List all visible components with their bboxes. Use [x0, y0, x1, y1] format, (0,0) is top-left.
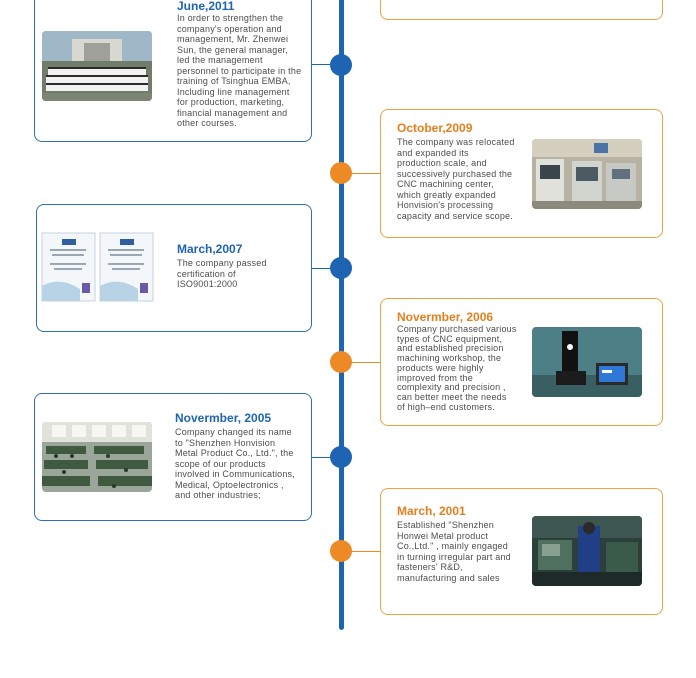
timeline-card-2006: [380, 298, 663, 426]
event-description: The company passed certification of ISO9001:2000: [177, 258, 267, 289]
timeline-dot: [330, 446, 352, 468]
timeline-dot: [330, 351, 352, 373]
timeline-card-partial: [380, 0, 663, 20]
event-description: In order to strengthen the company's operation and management, Mr. Zhenwei Sun, the general manager, led the management personnel to participate in the training of Tsinghua EMBA, Including line management for production, marketing, financial management and other courses.: [177, 13, 302, 128]
timeline-card-2001: [380, 488, 663, 615]
timeline-card-2005: [34, 393, 312, 521]
timeline-dot: [330, 540, 352, 562]
group-photo-icon: [42, 31, 152, 101]
event-date: October,2009: [397, 121, 473, 135]
event-date: March,2007: [177, 242, 243, 256]
event-description: Established "Shenzhen Honwei Metal product Co.,Ltd." , mainly engaged in turning irregular part and fasteners' R&D, manufacturing and sales: [397, 520, 511, 583]
event-date: June,2011: [177, 0, 235, 13]
timeline-card-2011: [34, 0, 312, 142]
timeline-dot: [330, 257, 352, 279]
timeline-axis: [339, 0, 344, 630]
event-date: Novermber, 2005: [175, 411, 272, 425]
timeline-dot: [330, 54, 352, 76]
measuring-machine-icon: [532, 327, 642, 397]
worker-machine-icon: [532, 516, 642, 586]
certificate-icon: [40, 231, 155, 303]
event-date: Novermber, 2006: [397, 310, 494, 324]
event-description: Company changed its name to "Shenzhen Honvision Metal Product Co., Ltd.", the scope of our products involved in Communications, Medical, Optoelectronics , and other industries;: [175, 427, 295, 500]
event-date: March, 2001: [397, 504, 466, 518]
event-description: The company was relocated and expanded its production scale, and successively purchased the CNC machining center, which greatly expanded Honvision's processing capacity and service scope.: [397, 137, 515, 221]
event-description: Company purchased various types of CNC equipment, and established precision machining workshop, the products were highly improved from the complexity and precision , can better meet the needs of high–end customers.: [397, 324, 517, 412]
factory-floor-icon: [42, 422, 152, 492]
timeline-card-2007: [36, 204, 312, 332]
timeline-card-2009: [380, 109, 663, 238]
cnc-workshop-icon: [532, 139, 642, 209]
timeline-dot: [330, 162, 352, 184]
